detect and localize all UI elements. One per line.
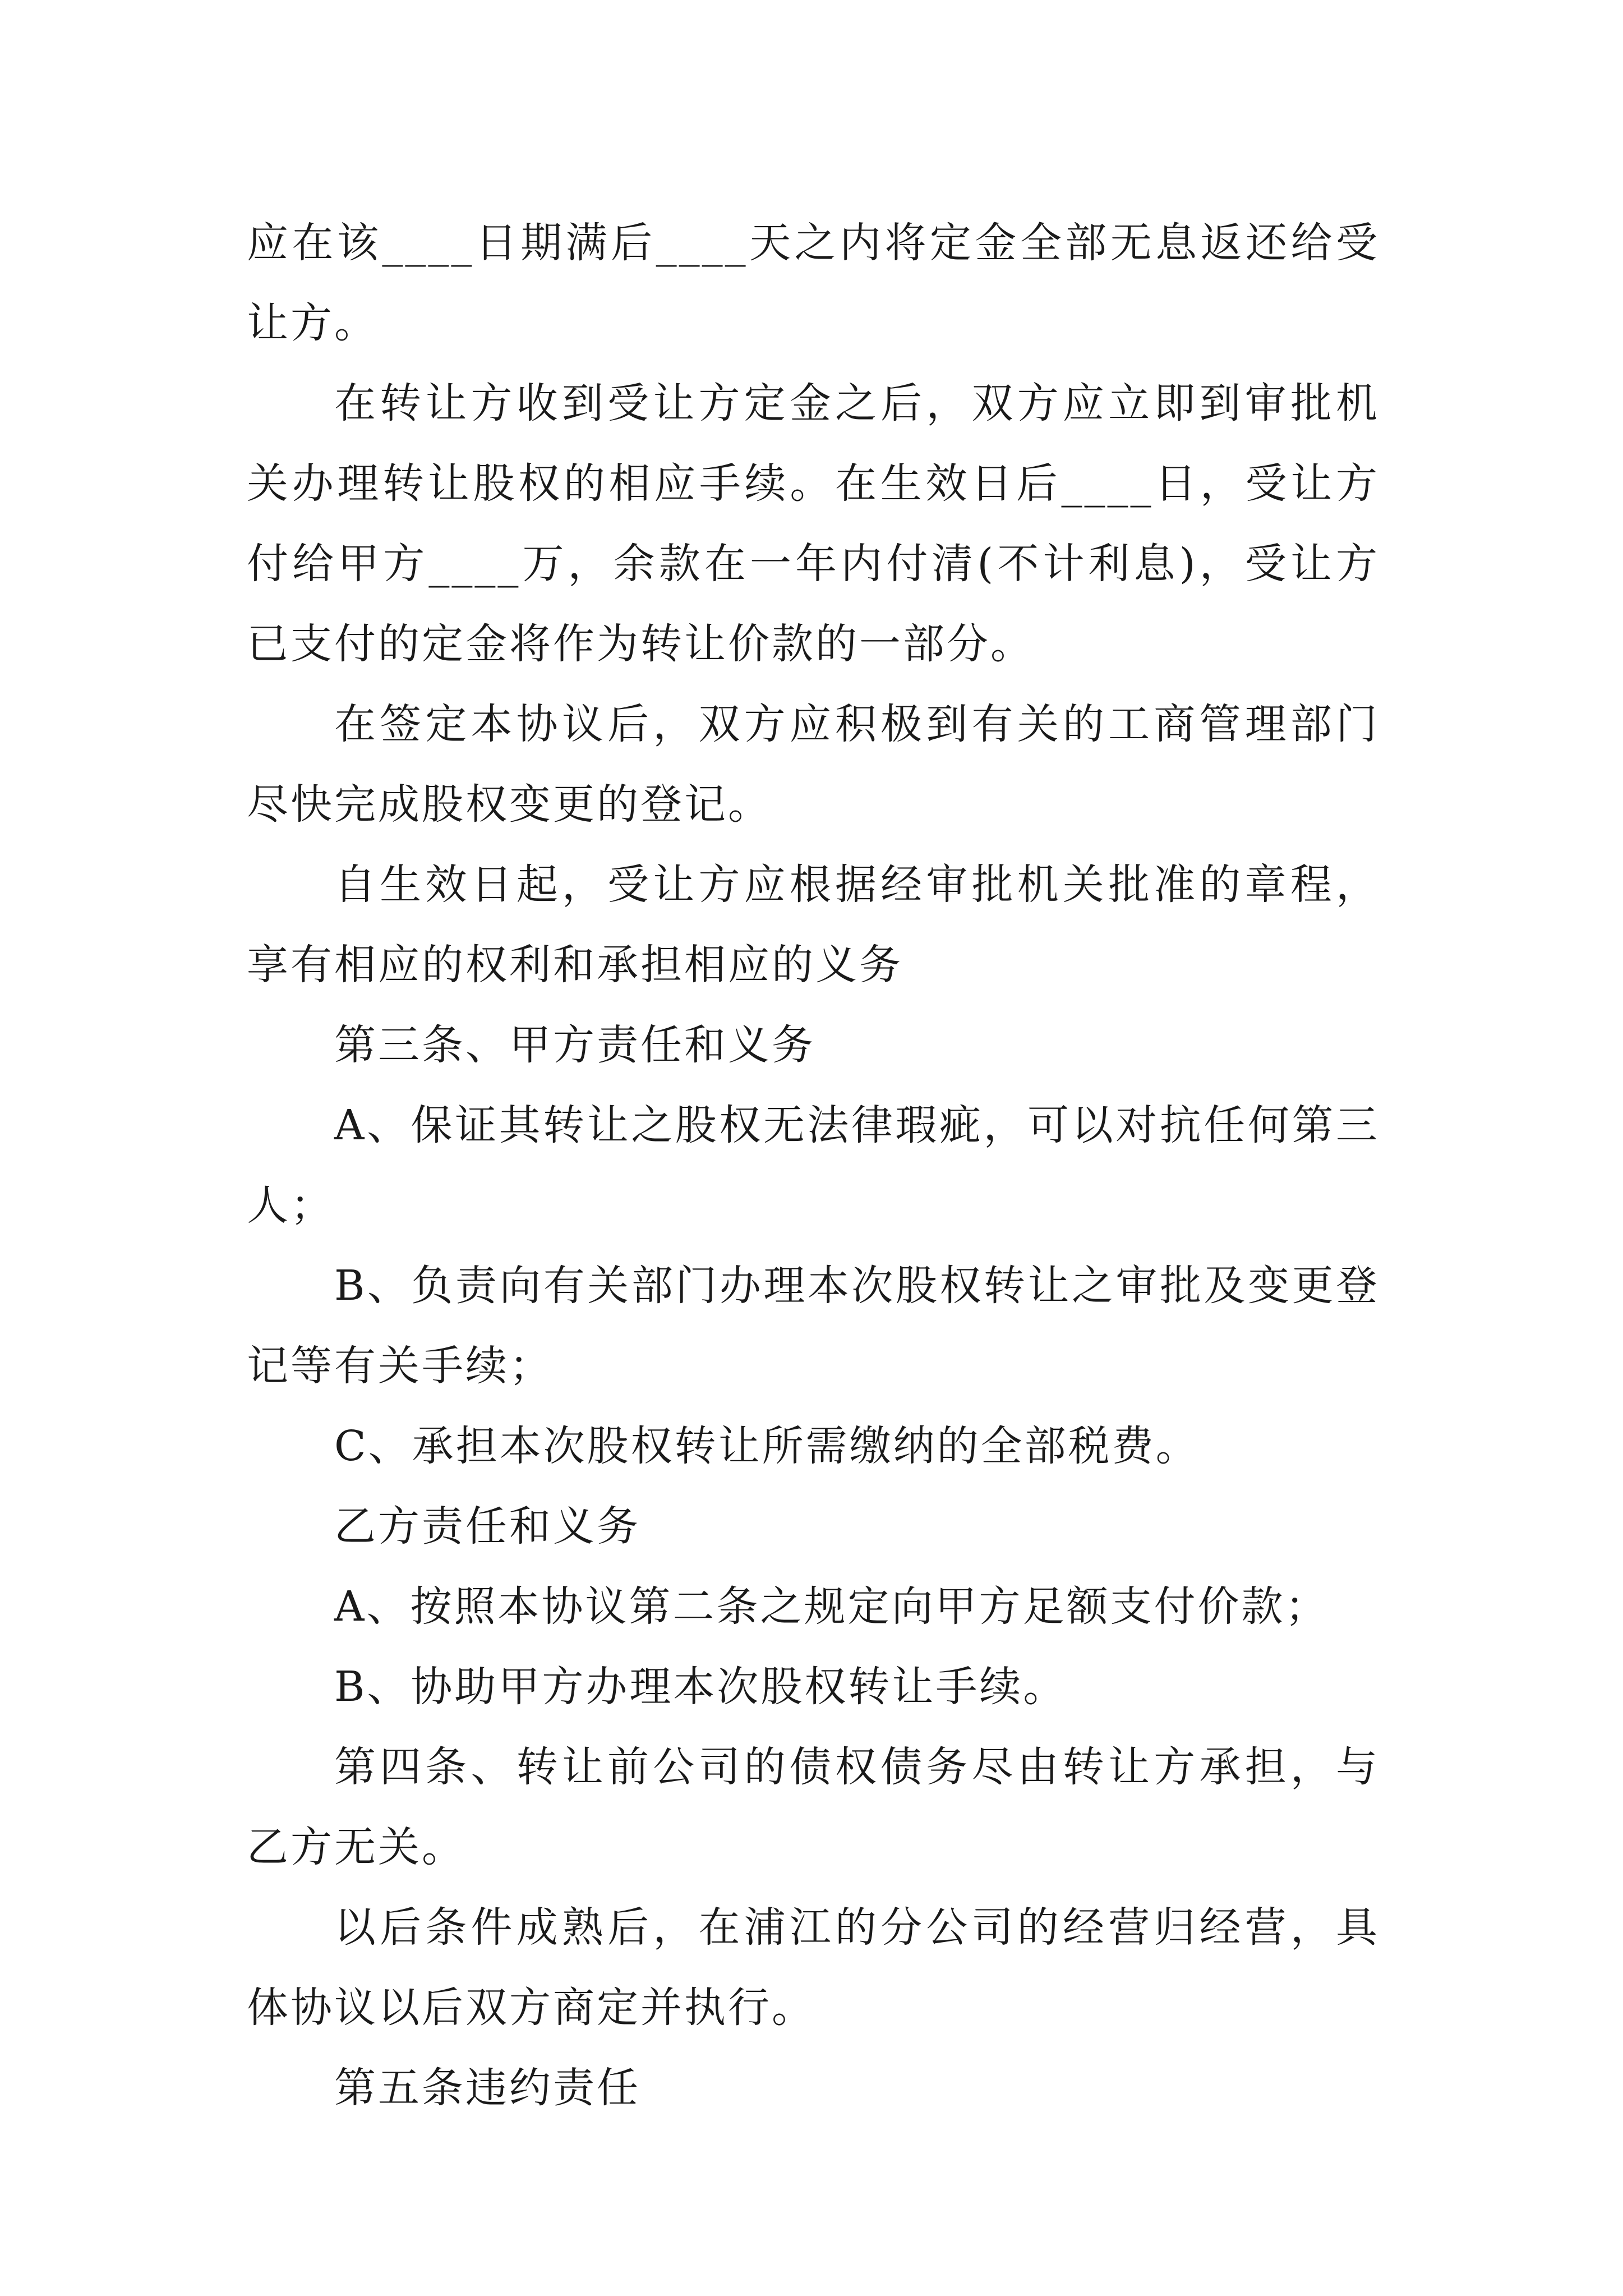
- paragraph-deposit-refund: 应在该____日期满后____天之内将定金全部无息返还给受让方。: [247, 219, 1380, 347]
- paragraph-party-a-item-a: A、保证其转让之股权无法律瑕疵，可以对抗任何第三人；: [247, 1101, 1380, 1230]
- paragraph-party-a-item-b: B、负责向有关部门办理本次股权转让之审批及变更登记等有关手续；: [247, 1262, 1380, 1390]
- heading-article-three: 第三条、甲方责任和义务: [334, 1021, 815, 1069]
- heading-party-b-duties: 乙方责任和义务: [334, 1502, 640, 1550]
- heading-article-five: 第五条违约责任: [334, 2064, 640, 2112]
- paragraph-registration: 在签定本协议后，双方应积极到有关的工商管理部门尽快完成股权变更的登记。: [247, 700, 1380, 829]
- paragraph-branch-operation: 以后条件成熟后，在浦江的分公司的经营归经营，具体协议以后双方商定并执行。: [247, 1903, 1380, 2032]
- paragraph-article-four: 第四条、转让前公司的债权债务尽由转让方承担，与乙方无关。: [247, 1743, 1380, 1871]
- paragraph-party-b-item-a: A、按照本协议第二条之规定向甲方足额支付价款；: [334, 1582, 1329, 1631]
- document-body: [247, 203, 1380, 2128]
- paragraph-party-b-item-b: B、协助甲方办理本次股权转让手续。: [334, 1663, 1067, 1711]
- paragraph-party-a-item-c: C、承担本次股权转让所需缴纳的全部税费。: [334, 1422, 1200, 1470]
- paragraph-rights-obligations: 自生效日起，受让方应根据经审批机关批准的章程，享有相应的权利和承担相应的义务: [247, 861, 1380, 989]
- paragraph-payment-terms: 在转让方收到受让方定金之后，双方应立即到审批机关办理转让股权的相应手续。在生效日后____日，受让方付给甲方____万，余款在一年内付清(不计利息)，受让方已支付的定金将作为转让价款的一部分。: [247, 379, 1380, 668]
